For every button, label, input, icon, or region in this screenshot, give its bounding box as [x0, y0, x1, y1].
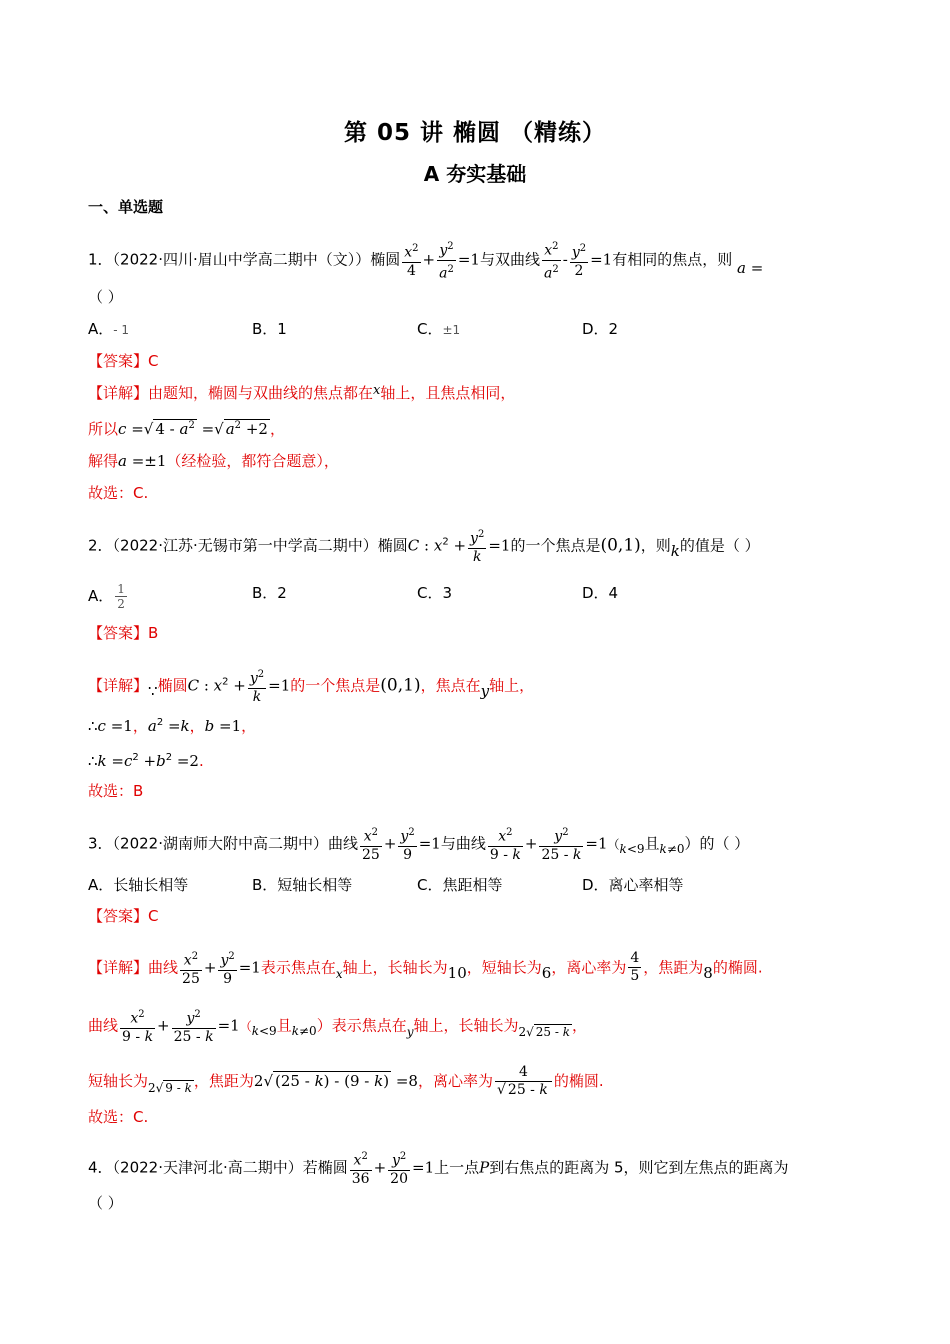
q2-detail-2: ∴c =1，$a^2 =k$，b =1，: [88, 717, 257, 735]
q3-option-c: C．焦距相等: [417, 876, 503, 894]
question-4-blank: （ ）: [88, 1194, 123, 1212]
q3-option-a: A．长轴长相等: [88, 876, 189, 894]
q1-option-b: B．1: [252, 320, 287, 338]
q1-detail-1: 【详解】由题知，椭圆与双曲线的焦点都在x轴上，且焦点相同，: [88, 383, 516, 402]
page-title: 第 05 讲 椭圆 （精练）: [343, 120, 607, 146]
q3-detail-3: 短轴长为$_{2√ 9 - k}$ ，焦距为2√ (25 - k) - (9 - k) =8，离心率为 $\frac{4}{√ 25 - k}$ 的椭圆.: [88, 1064, 604, 1098]
question-1-stem: 1．（2022·四川·眉山中学高二期中（文））椭圆 $\frac{x^2}{4}$ + $\frac{y^2}{a^2}$ =1与双曲线 $\frac{x^2}{a^2}$ - $\frac{y^2}{2}$ =1有相同的焦点，则 a =: [88, 238, 763, 282]
q2-option-d: D．4: [582, 584, 619, 602]
q3-answer: 【答案】C: [88, 907, 159, 925]
question-2-stem: 2．（2022·江苏·无锡市第一中学高二期中）椭圆C : $x^2$ + $\frac{y^2}{k}$ =1的一个焦点是(0,1)，则k的值是（ ）: [88, 526, 760, 566]
q3-detail-2: 曲线 $\frac{x^2}{9 - k}$ + $\frac{y^2}{25 - k}$ $=1(_{k<9}$且$_{k\ne 0}$）表示焦点在$_y$轴上，长轴长为$_{2√ 25 - k}$ ，: [88, 1006, 587, 1046]
q1-option-d: D．2: [582, 320, 619, 338]
q3-detail-1: 【详解】曲线 $\frac{x^2}{25}$ + $\frac{y^2}{9}$ =1表示焦点在$_x$轴上，长轴长为10，短轴长为6，离心率为 $\frac{4}{5}$ ，焦距为8的椭圆.: [88, 948, 763, 988]
q1-detail-4: 故选：C.: [88, 484, 149, 502]
q3-option-b: B．短轴长相等: [252, 876, 353, 894]
page-subtitle: A 夯实基础: [423, 162, 527, 186]
q1-option-c: C．±1: [417, 320, 461, 338]
q2-answer: 【答案】B: [88, 624, 159, 642]
q1-option-a: A．- 1: [88, 320, 130, 338]
q1-answer: 【答案】C: [88, 352, 159, 370]
q3-option-d: D．离心率相等: [582, 876, 684, 894]
q2-option-a: A． $\frac{1}{2}$: [88, 582, 125, 611]
question-4-stem: 4．（2022·天津河北·高二期中）若椭圆 $\frac{x^2}{36}$ + $\frac{y^2}{20}$ =1上一点P到右焦点的距离为 5，则它到左焦点的距离为: [88, 1148, 789, 1188]
q2-detail-1: 【详解】∵椭圆C : $x^2$ + $\frac{y^2}{k}$ =1的一个焦点是(0,1)，焦点在y轴上，: [88, 666, 534, 706]
q1-detail-3: 解得a =±1（经检验，都符合题意），: [88, 452, 339, 470]
q2-detail-4: 故选：B: [88, 782, 144, 800]
q2-detail-3: ∴k $=c^2 +b^2 =2$.: [88, 752, 204, 770]
q3-detail-4: 故选：C.: [88, 1108, 149, 1126]
section-heading: 一、单选题: [88, 198, 164, 216]
q2-option-c: C．3: [417, 584, 453, 602]
question-1-blank: （ ）: [88, 288, 123, 306]
question-3-stem: 3．（2022·湖南师大附中高二期中）曲线 $\frac{x^2}{25}$ + $\frac{y^2}{9}$ =1与曲线 $\frac{x^2}{9 - k}$ + $\frac{y^2}{25 - k}$ $=1(_{k<9}$且$_{k\ne 0}$）的（ ）: [88, 824, 749, 864]
q2-option-b: B．2: [252, 584, 287, 602]
q1-detail-2: 所以c =√ $4 - a^2$ =√ $a^2 +2$ ，: [88, 420, 285, 438]
